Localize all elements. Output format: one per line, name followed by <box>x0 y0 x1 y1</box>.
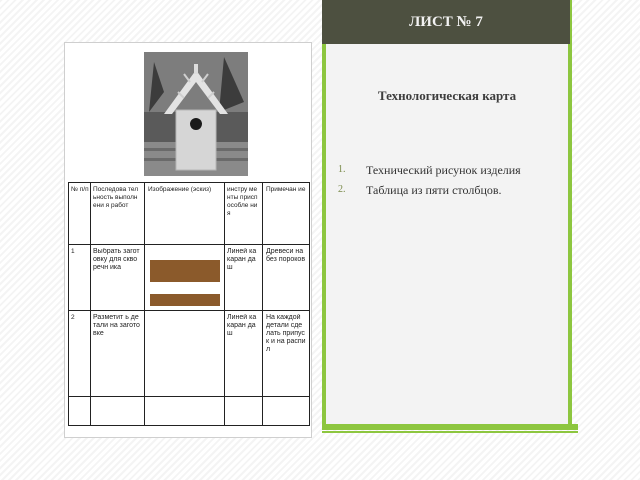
row-step: Разметит ь детали на заготовке <box>93 314 140 337</box>
table-border <box>262 182 263 426</box>
list-text: Технический рисунок изделия <box>366 163 521 177</box>
wood-board-sketch <box>150 260 220 282</box>
slide-title: ЛИСТ № 7 <box>322 0 570 44</box>
row-note: Древеси на без пороков <box>266 248 306 263</box>
table-border <box>68 310 310 311</box>
list-item <box>338 160 568 180</box>
row-tools: Линей ка каран даш <box>227 314 257 337</box>
table-border <box>144 182 145 426</box>
list-number: 1. <box>338 164 346 175</box>
table-header-image: Изображение (эскиз) <box>148 186 212 193</box>
birdhouse-photo <box>144 52 248 176</box>
slide-subtitle: Технологическая карта <box>377 88 517 103</box>
table-header-number: № п/п <box>71 186 89 193</box>
table-border <box>68 182 310 183</box>
list-text: Таблица из пяти столбцов. <box>366 183 502 197</box>
table-border <box>68 425 310 426</box>
table-border <box>309 182 310 426</box>
table-header-tools: инстру менты присп особле ния <box>227 186 258 217</box>
table-border <box>90 182 91 426</box>
table-border <box>68 182 69 426</box>
list-item <box>338 180 568 200</box>
process-table <box>68 182 310 426</box>
table-header-notes: Примечан ие <box>266 186 306 193</box>
table-border <box>68 396 310 397</box>
list-number: 2. <box>338 184 346 195</box>
table-border <box>224 182 225 426</box>
row-tools: Линей ка каран даш <box>227 248 257 271</box>
accent-bar-bottom-thin <box>322 431 578 433</box>
accent-bar-bottom <box>322 424 578 430</box>
accent-line-left <box>322 0 326 430</box>
row-number: 2 <box>71 314 75 321</box>
wood-board-sketch <box>150 294 220 306</box>
row-note: На каждой детали сделать припуск и на распил <box>266 314 306 353</box>
numbered-list <box>338 160 568 200</box>
table-border <box>68 244 310 245</box>
table-header-steps: Последова тельность выполнени я работ <box>93 186 139 209</box>
row-number: 1 <box>71 248 75 255</box>
row-step: Выбрать заготовку для скворечн ика <box>93 248 140 271</box>
accent-line-right <box>568 0 572 430</box>
